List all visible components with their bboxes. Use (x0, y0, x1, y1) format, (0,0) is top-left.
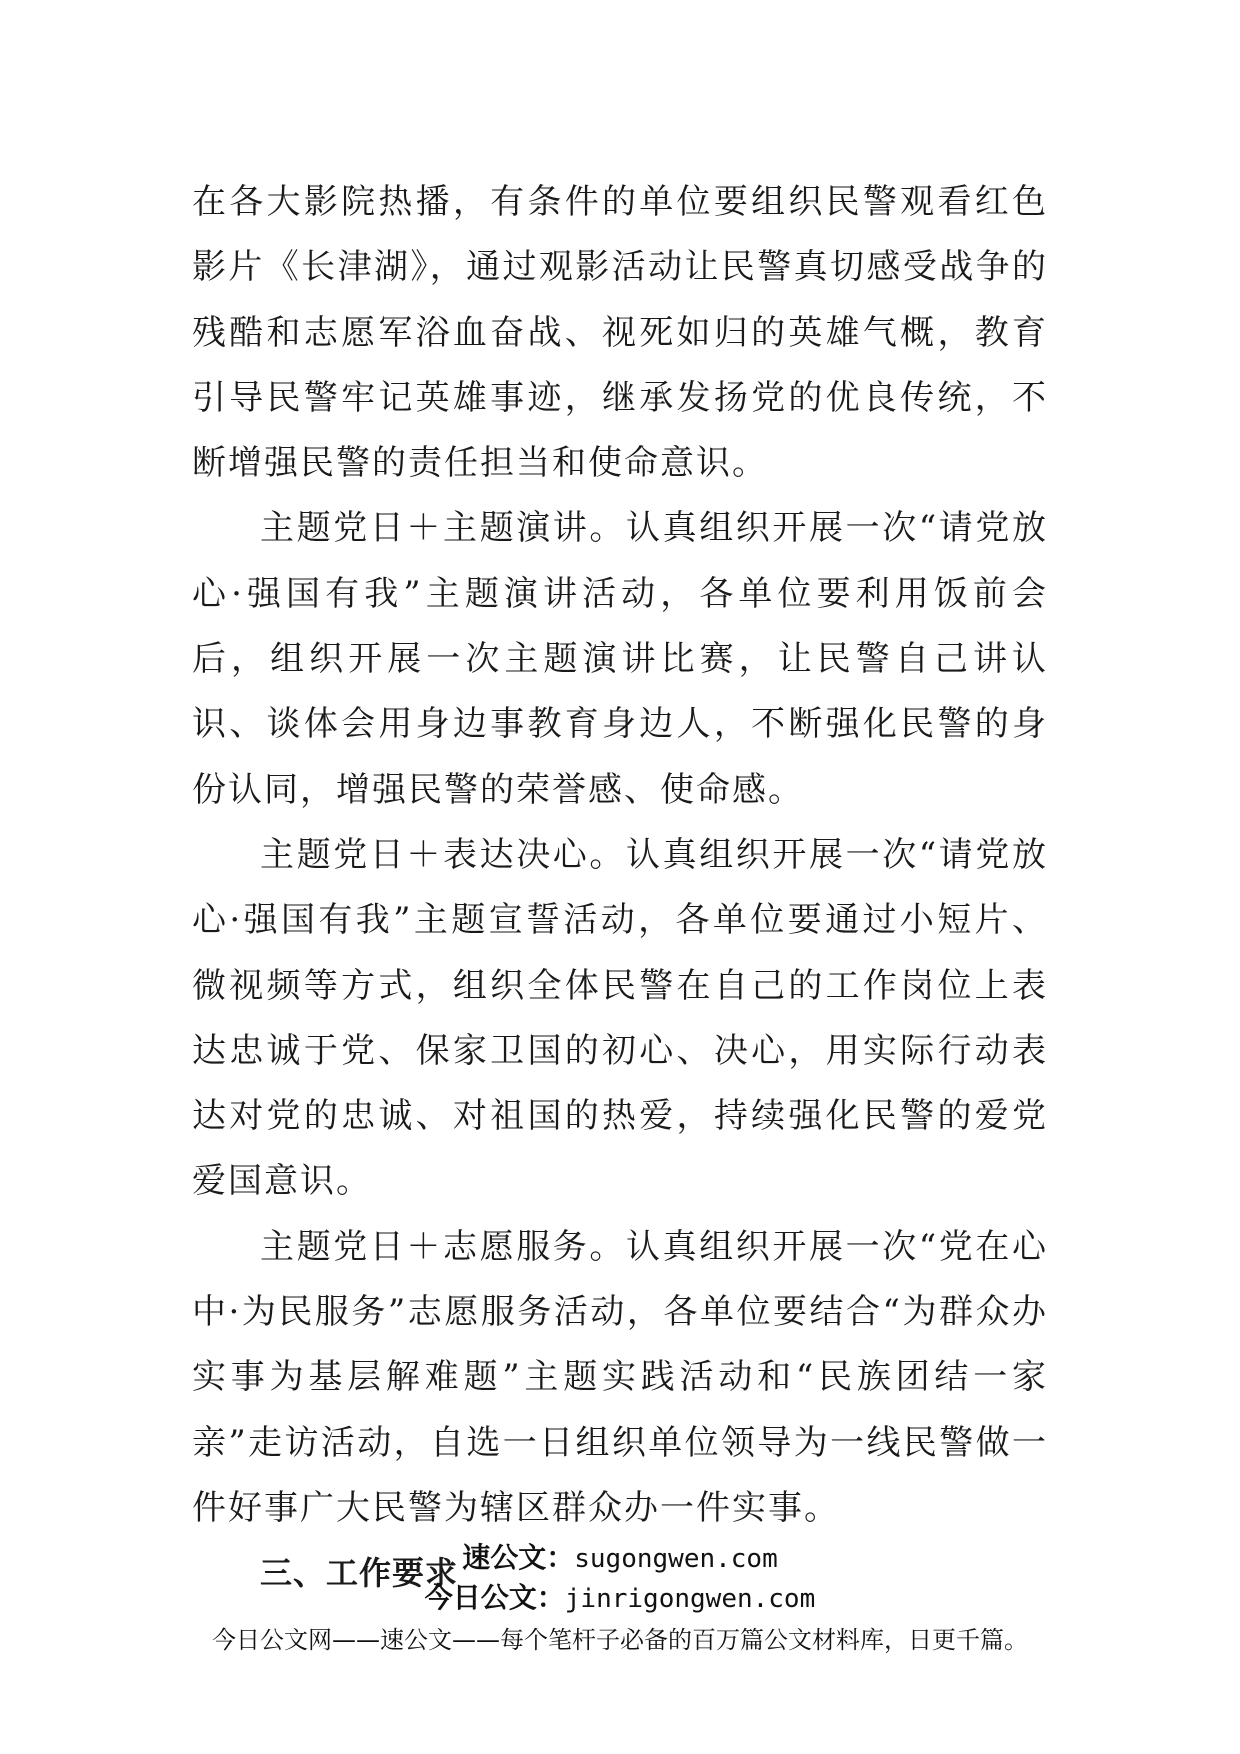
paragraph-continuation: 在各大影院热播，有条件的单位要组织民警观看红色影片《长津湖》，通过观影活动让民警真切感受战争的残酷和志愿军浴血奋战、视死如归的英雄气概，教育引导民警牢记英雄事迹，继承发扬党的优良传统，不断增强民警的责任担当和使命意识。 (192, 182, 1048, 484)
section-heading: 三、工作要求 (260, 1554, 459, 1593)
footer-label-sugongwen: 速公文： (462, 1541, 575, 1574)
paragraph-theme-volunteer: 主题党日＋志愿服务。认真组织开展一次“党在心中·为民服务”志愿服务活动，各单位要结合“为群众办实事为基层解难题”主题实践活动和“民族团结一家亲”走访活动，自选一日组织单位领导为一线民警做一件好事广大民警为辖区群众办一件实事。 (192, 1226, 1048, 1528)
paragraph-theme-determination: 主题党日＋表达决心。认真组织开展一次“请党放心·强国有我”主题宣誓活动，各单位要通过小短片、微视频等方式，组织全体民警在自己的工作岗位上表达忠诚于党、保家卫国的初心、决心，用实际行动表达对党的忠诚、对祖国的热爱，持续强化民警的爱党爱国意识。 (192, 834, 1048, 1202)
footer-sugongwen (0, 1540, 1240, 1577)
footer-label-jinrigongwen: 今日公文： (424, 1581, 565, 1614)
footer-link-jinrigongwen[interactable]: jinrigongwen.com (564, 1584, 816, 1614)
document-body (192, 170, 1048, 1607)
footer-link-sugongwen[interactable]: sugongwen.com (574, 1544, 778, 1574)
footer-jinrigongwen (0, 1580, 1240, 1617)
footer-slogan: 今日公文网——速公文——每个笔杆子必备的百万篇公文材料库，日更千篇。 (212, 1626, 1028, 1654)
paragraph-theme-speech: 主题党日＋主题演讲。认真组织开展一次“请党放心·强国有我”主题演讲活动，各单位要利用饭前会后，组织开展一次主题演讲比赛，让民警自己讲认识、谈体会用身边事教育身边人，不断强化民警的身份认同，增强民警的荣誉感、使命感。 (192, 508, 1048, 810)
